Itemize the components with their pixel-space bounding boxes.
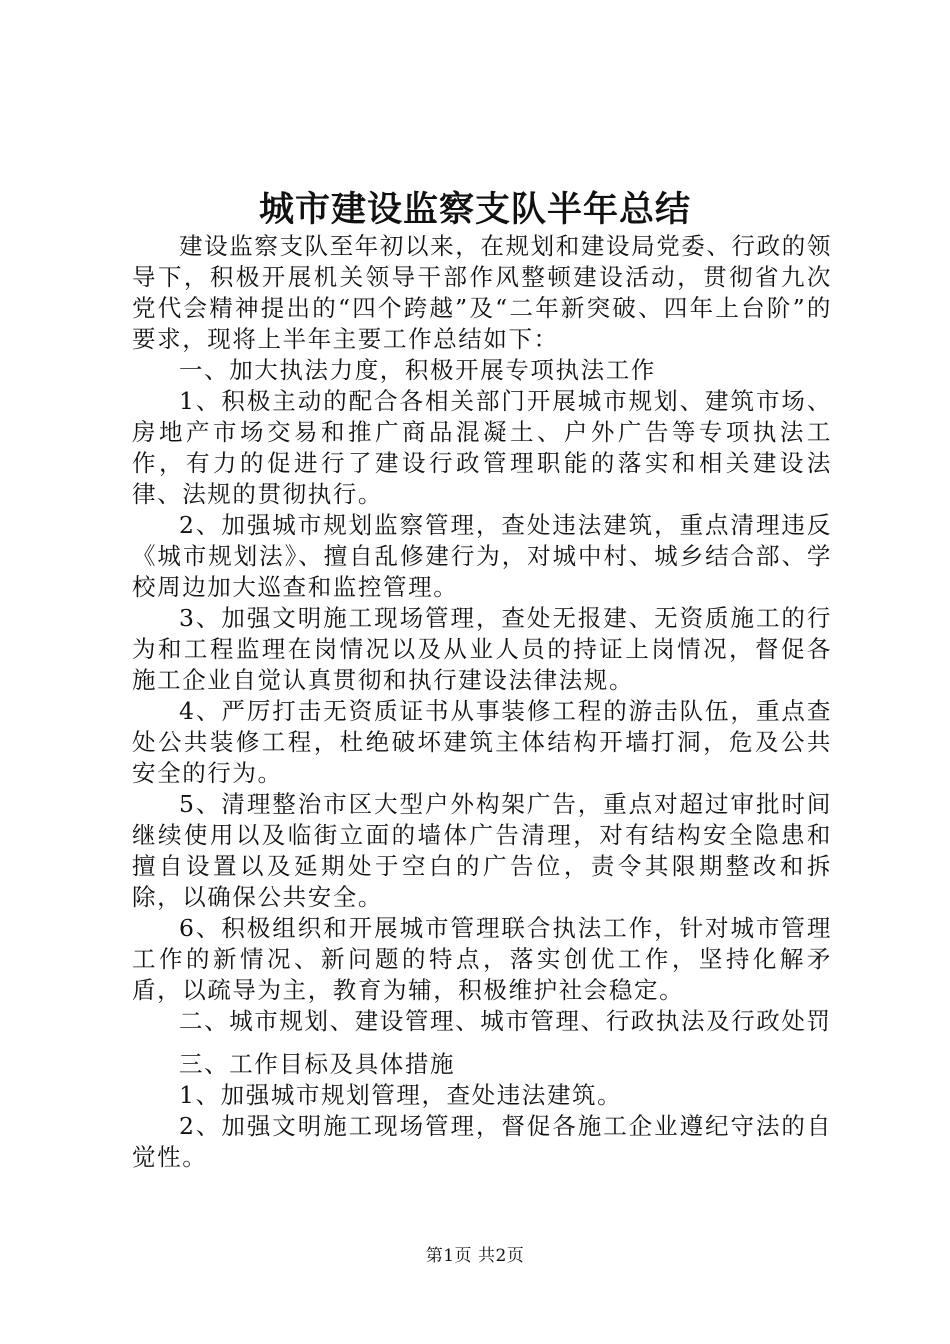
document-body	[132, 231, 832, 1173]
section-heading-1: 一、加大执法力度，积极开展专项执法工作	[179, 356, 656, 384]
list-item-1: 1、积极主动的配合各相关部门开展城市规划、建筑市场、房地产市场交易和推广商品混凝土、户外广告等专项执法工作，有力的促进行了建设行政管理职能的落实和相关建设法律、法规的贯彻执行。	[132, 387, 832, 508]
section-heading-3: 三、工作目标及具体措施	[179, 1050, 456, 1078]
list-item-3: 3、加强文明施工现场管理，查处无报建、无资质施工的行为和工程监理在岗情况以及从业人员的持证上岗情况，督促各施工企业自觉认真贯彻和执行建设法律法规。	[132, 604, 832, 694]
page-number-footer: 第1页 共2页	[425, 1246, 525, 1266]
list-item-6: 6、积极组织和开展城市管理联合执法工作，针对城市管理工作的新情况、新问题的特点，落实创优工作，坚持化解矛盾，以疏导为主，教育为辅，积极维护社会稳定。	[132, 914, 832, 1004]
document-title: 城市建设监察支队半年总结	[258, 189, 691, 230]
list-item-2: 2、加强城市规划监察管理，查处违法建筑，重点清理违反《城市规划法》、擅自乱修建行为，对城中村、城乡结合部、学校周边加大巡查和监控管理。	[132, 511, 832, 601]
measure-item-2: 2、加强文明施工现场管理，督促各施工企业遵纪守法的自觉性。	[132, 1112, 832, 1171]
section-heading-2: 二、城市规划、建设管理、城市管理、行政执法及行政处罚	[179, 1007, 832, 1035]
list-item-4: 4、严厉打击无资质证书从事装修工程的游击队伍，重点查处公共装修工程，杜绝破坏建筑主体结构开墙打洞，危及公共安全的行为。	[132, 697, 832, 787]
intro-paragraph: 建设监察支队至年初以来，在规划和建设局党委、行政的领导下，积极开展机关领导干部作风整顿建设活动，贯彻省九次党代会精神提出的“四个跨越”及“二年新突破、四年上台阶”的要求，现将上半年主要工作总结如下：	[132, 232, 832, 353]
measure-item-1: 1、加强城市规划管理，查处违法建筑。	[179, 1081, 623, 1109]
list-item-5: 5、清理整治市区大型户外构架广告，重点对超过审批时间继续使用以及临街立面的墙体广告清理，对有结构安全隐患和擅自设置以及延期处于空白的广告位，责令其限期整改和拆除，以确保公共安全。	[132, 790, 832, 911]
